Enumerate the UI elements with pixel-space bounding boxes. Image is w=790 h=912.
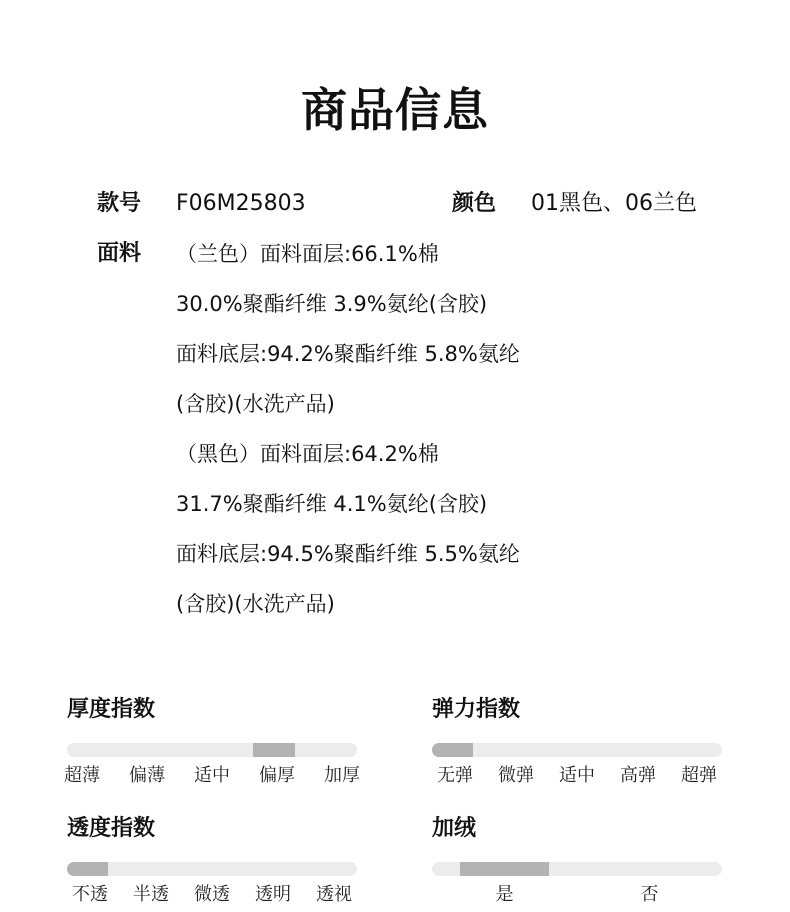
thickness-options: [64, 764, 360, 788]
style-label: 款号: [97, 191, 142, 216]
thickness-option: 加厚: [324, 765, 360, 786]
transparency-option: 透视: [316, 884, 352, 905]
transparency-fill: [67, 862, 108, 876]
elasticity-option: 无弹: [437, 765, 473, 786]
elasticity-option: 超弹: [681, 765, 717, 786]
fleece-track: [432, 862, 722, 876]
thickness-option: 偏薄: [129, 765, 165, 786]
transparency-options: [72, 883, 352, 907]
transparency-option: 透明: [255, 884, 291, 905]
fleece-fill: [460, 862, 550, 876]
color-value: 01黑色、06兰色: [531, 191, 697, 216]
fleece-option: 是: [495, 884, 514, 905]
fabric-label: 面料: [97, 241, 142, 266]
fabric-line: 面料底层:94.5%聚酯纤维 5.5%氨纶: [176, 542, 520, 566]
fabric-line: 31.7%聚酯纤维 4.1%氨纶(含胶): [176, 492, 488, 516]
elasticity-option: 高弹: [620, 765, 656, 786]
fabric-line: （黑色）面料面层:64.2%棉: [176, 442, 439, 466]
fleece-options: [432, 883, 722, 907]
page-title: 商品信息: [301, 83, 489, 137]
style-value: F06M25803: [176, 191, 306, 216]
transparency-title: 透度指数: [67, 816, 156, 841]
fleece-option: 否: [640, 884, 659, 905]
elasticity-fill: [432, 743, 473, 757]
fabric-line: （兰色）面料面层:66.1%棉: [176, 242, 439, 266]
elasticity-options: [437, 764, 717, 788]
elasticity-track: [432, 743, 722, 757]
thickness-option: 偏厚: [259, 765, 295, 786]
elasticity-option: 微弹: [498, 765, 534, 786]
thickness-track: [67, 743, 357, 757]
fabric-line: (含胶)(水洗产品): [176, 592, 335, 616]
transparency-option: 微透: [194, 884, 230, 905]
thickness-fill: [253, 743, 294, 757]
fabric-line: 30.0%聚酯纤维 3.9%氨纶(含胶): [176, 292, 488, 316]
thickness-title: 厚度指数: [67, 697, 156, 722]
fabric-line: 面料底层:94.2%聚酯纤维 5.8%氨纶: [176, 342, 520, 366]
elasticity-option: 适中: [559, 765, 595, 786]
fabric-line: (含胶)(水洗产品): [176, 392, 335, 416]
transparency-option: 不透: [72, 884, 108, 905]
thickness-option: 适中: [194, 765, 230, 786]
thickness-option: 超薄: [64, 765, 100, 786]
fleece-title: 加绒: [432, 816, 477, 841]
transparency-track: [67, 862, 357, 876]
elasticity-title: 弹力指数: [432, 697, 521, 722]
color-label: 颜色: [452, 191, 497, 216]
transparency-option: 半透: [133, 884, 169, 905]
